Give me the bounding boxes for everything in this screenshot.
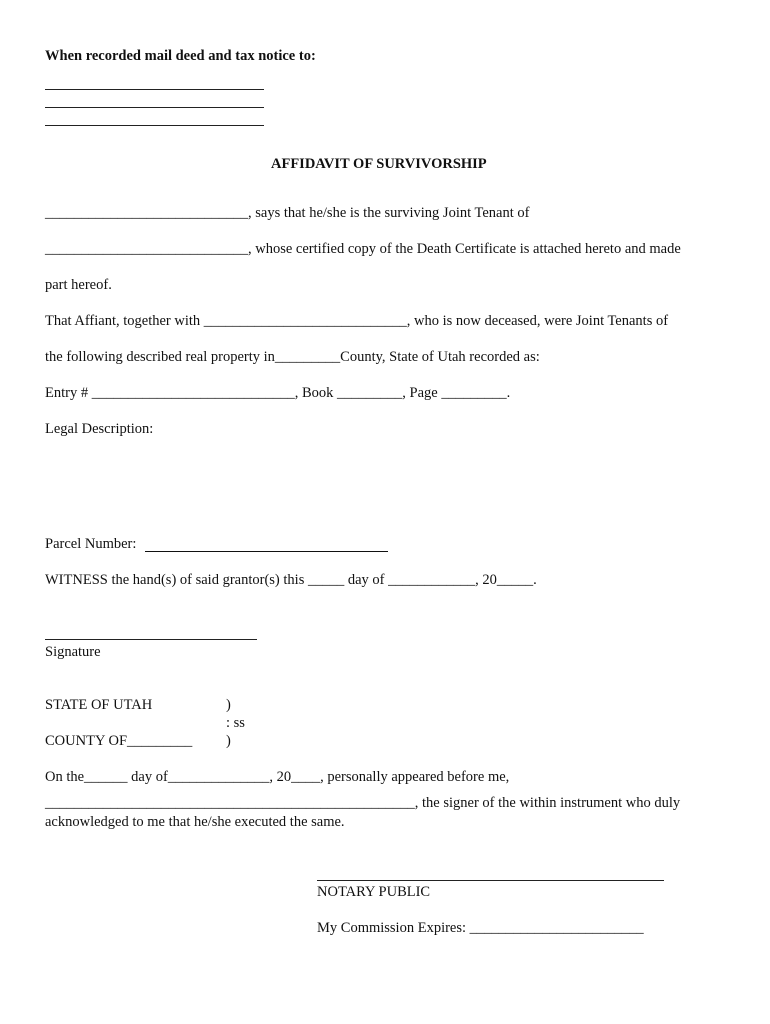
notary-signature-line[interactable] (317, 880, 664, 881)
commission-expires: My Commission Expires: ________________________ (317, 920, 644, 936)
body-line-affiant: That Affiant, together with ____________________________, who is now deceased, were Joint Tenants of (45, 313, 669, 329)
venue-paren-open: ) (226, 697, 231, 713)
mail-to-line-1[interactable] (45, 89, 264, 90)
notary-public-label: NOTARY PUBLIC (317, 884, 431, 900)
mail-to-heading: When recorded mail deed and tax notice to: (45, 48, 316, 64)
document-title: AFFIDAVIT OF SURVIVORSHIP (271, 156, 487, 172)
acknowledgment-line-1: On the______ day of______________, 20____, personally appeared before me, (45, 769, 510, 785)
legal-description-label: Legal Description: (45, 421, 154, 437)
acknowledgment-line-2: ___________________________________________________, the signer of the within instrument who duly (45, 795, 681, 811)
state-of-utah: STATE OF UTAH (45, 697, 153, 713)
venue-ss: : ss (226, 715, 245, 731)
acknowledgment-line-3: acknowledged to me that he/she executed the same. (45, 814, 345, 830)
witness-line: WITNESS the hand(s) of said grantor(s) this _____ day of ____________, 20_____. (45, 572, 537, 588)
signature-label: Signature (45, 644, 101, 660)
body-line-entry-book-page: Entry # ____________________________, Book _________, Page _________. (45, 385, 511, 401)
mail-to-line-3[interactable] (45, 125, 264, 126)
body-line-surviving-tenant: ____________________________, says that he/she is the surviving Joint Tenant of (45, 205, 530, 221)
venue-paren-close: ) (226, 733, 231, 749)
parcel-number-label: Parcel Number: (45, 536, 137, 552)
parcel-number-line[interactable] (145, 551, 388, 552)
body-line-part-hereof: part hereof. (45, 277, 112, 293)
body-line-real-property: the following described real property in_________County, State of Utah recorded as: (45, 349, 540, 365)
county-of: COUNTY OF_________ (45, 733, 193, 749)
mail-to-line-2[interactable] (45, 107, 264, 108)
signature-line[interactable] (45, 639, 257, 640)
body-line-death-certificate: ____________________________, whose certified copy of the Death Certificate is attached hereto and made (45, 241, 681, 257)
